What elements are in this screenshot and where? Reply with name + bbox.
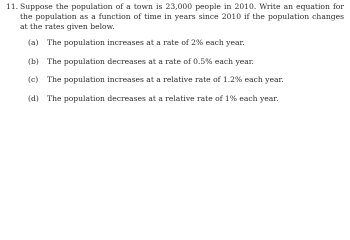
- part-label: (d): [28, 93, 39, 103]
- problem-11: [6, 2, 344, 112]
- part-label: (b): [28, 56, 39, 66]
- part-text: The population increases at a relative rate of 1.2% each year.: [47, 75, 284, 84]
- part-c: [28, 75, 344, 85]
- part-text: The population decreases at a relative rate of 1% each year.: [47, 93, 279, 103]
- part-label: (a): [28, 38, 39, 47]
- part-b: [28, 57, 344, 67]
- problem-parts: [6, 38, 344, 104]
- part-text: The population decreases at a rate of 0.5% each year.: [47, 56, 254, 66]
- part-a: [28, 38, 344, 48]
- problem-stem-text: Suppose the population of a town is 23,000 people in 2010. Write an equation for the population as a function of time in years since 2010 if the population changes at the rates given below.: [20, 2, 344, 31]
- problem-stem: [6, 2, 344, 32]
- part-text: The population increases at a rate of 2% each year.: [47, 38, 245, 47]
- part-d: [28, 94, 344, 104]
- part-label: (c): [28, 75, 39, 84]
- problem-number: 11.: [6, 2, 19, 11]
